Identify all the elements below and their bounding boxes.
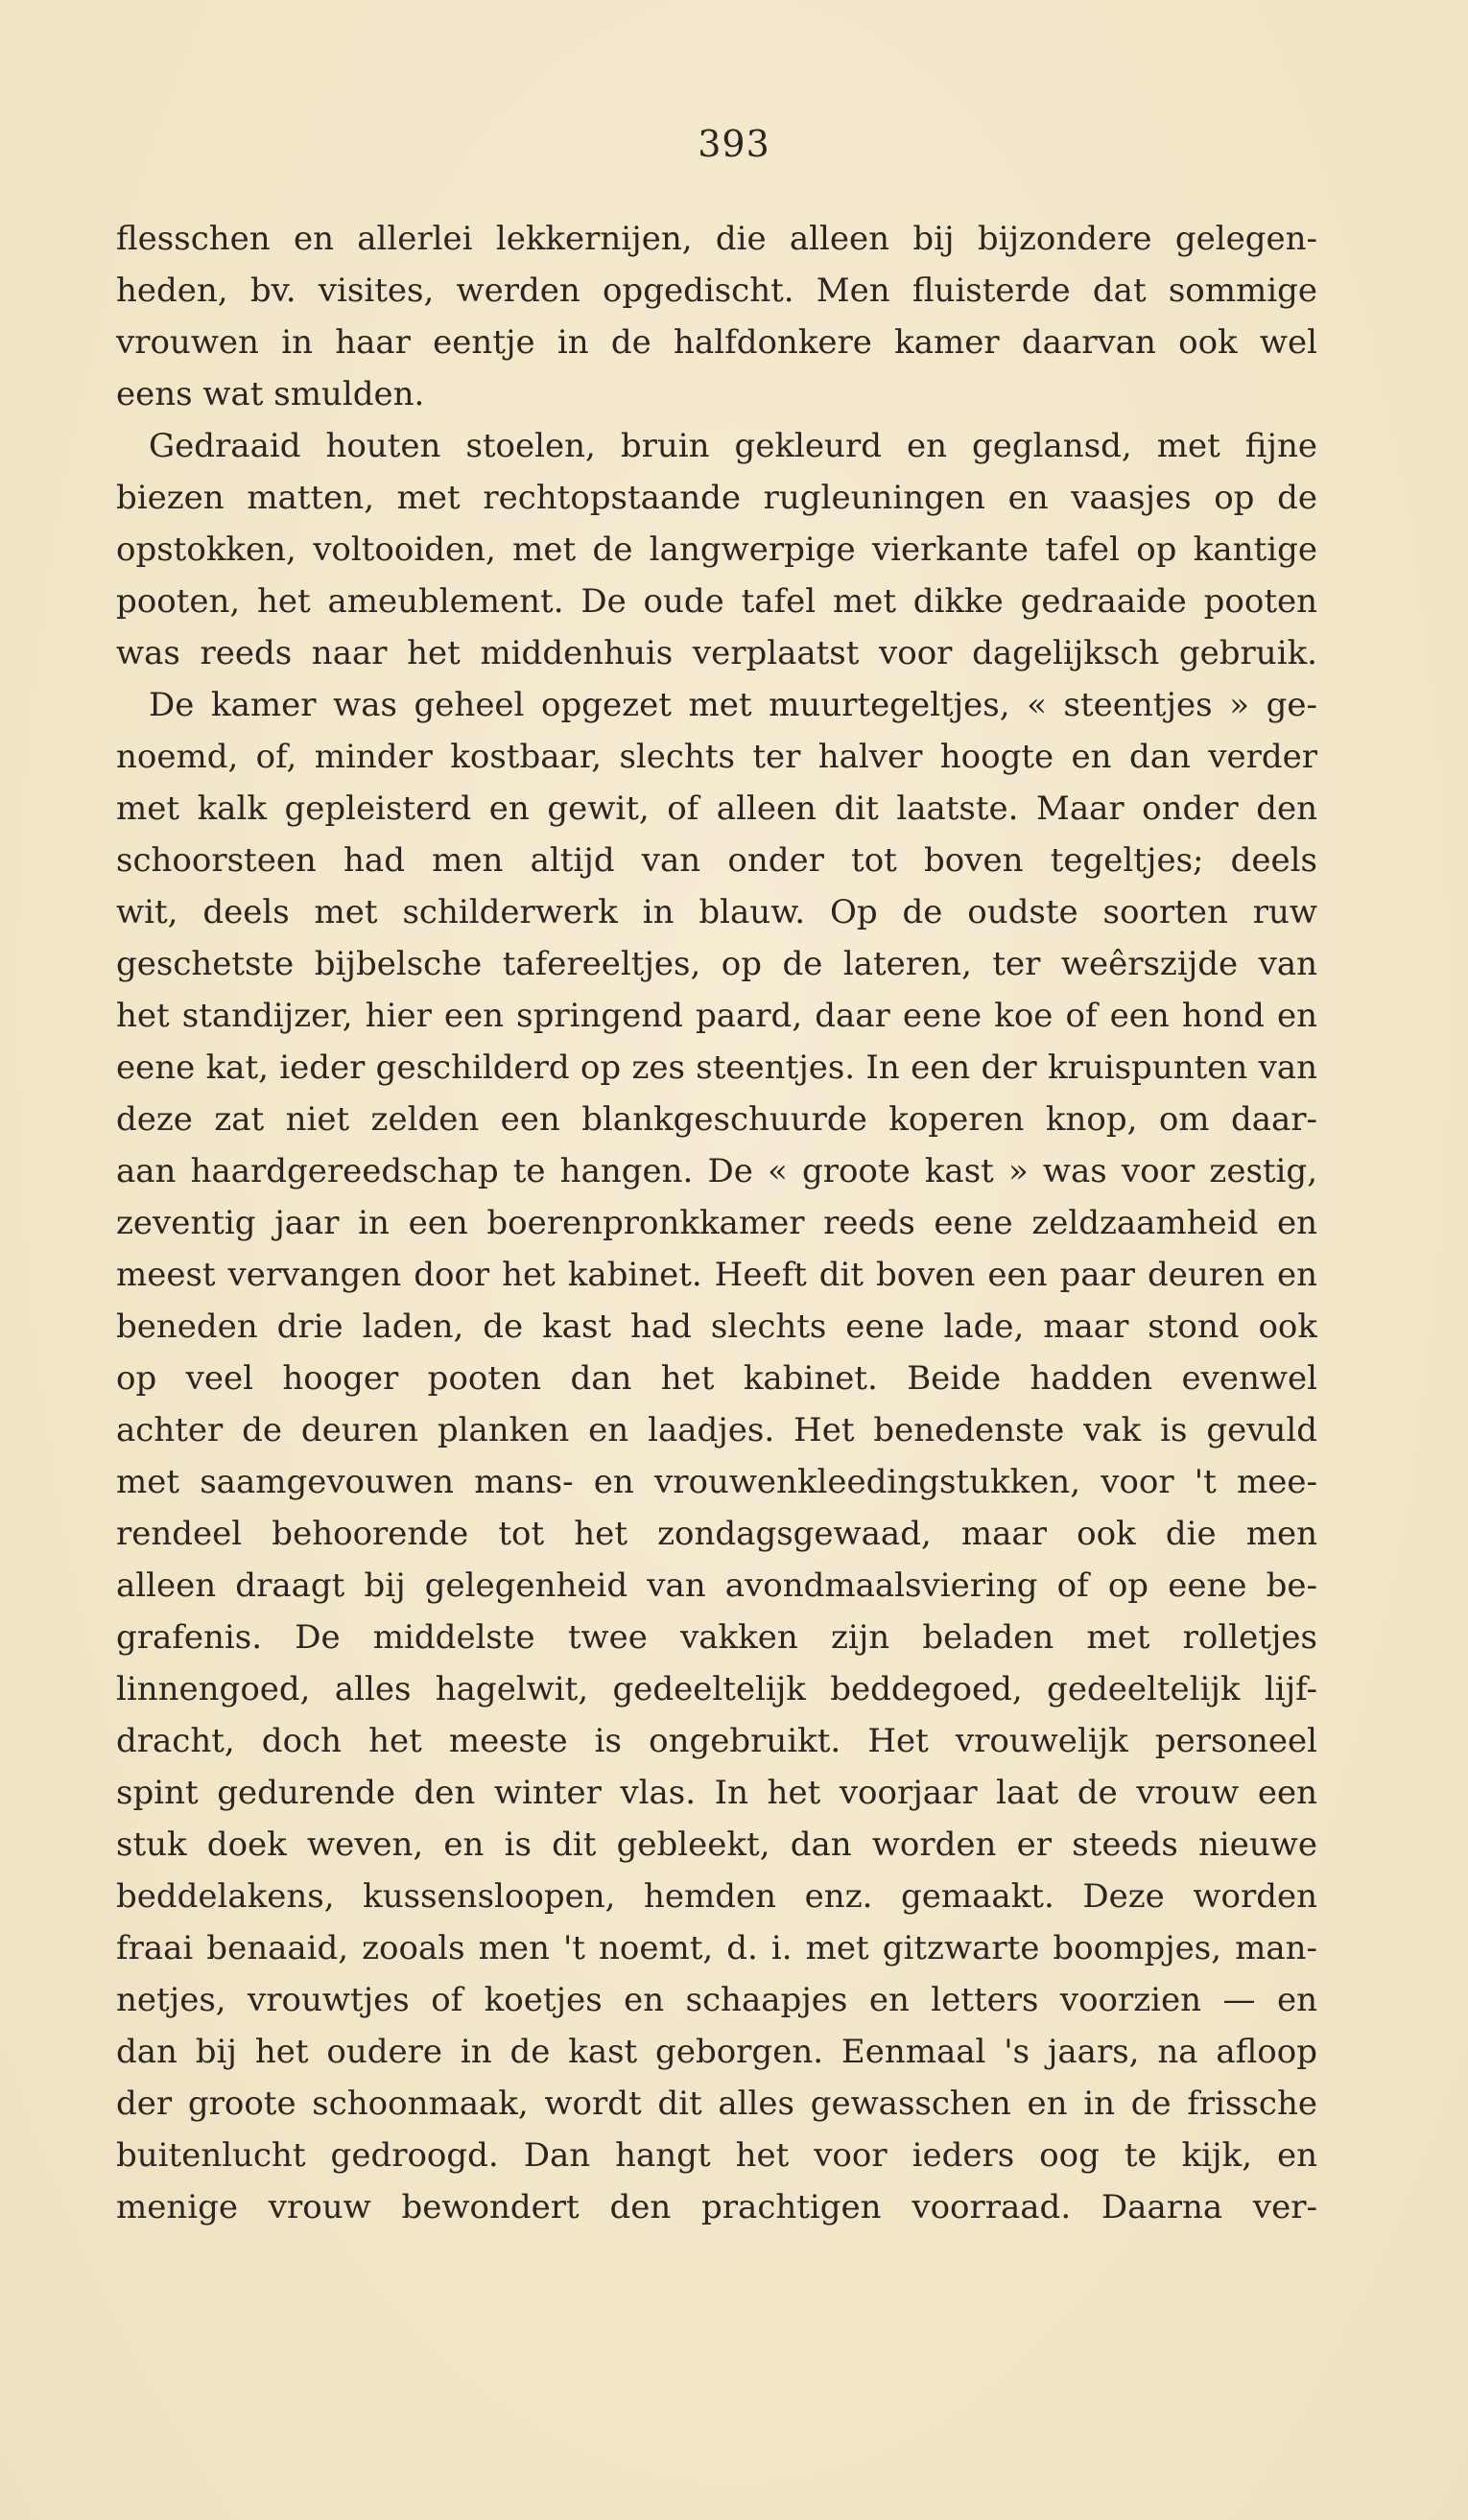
text-line: opstokken, voltooiden, met de langwerpige vierkante tafel op kantige [116,530,1317,569]
text-line: alleen draagt bij gelegenheid van avondmaalsviering of op eene be- [116,1566,1317,1605]
text-line: biezen matten, met rechtopstaande rugleuningen en vaasjes op de [116,479,1317,517]
text-line: spint gedurende den winter vlas. In het voorjaar laat de vrouw een [116,1774,1317,1812]
text-line: menige vrouw bewondert den prachtigen voorraad. Daarna ver- [116,2188,1317,2226]
text-line: buitenlucht gedroogd. Dan hangt het voor ieders oog te kijk, en [116,2136,1317,2175]
body-text [116,213,1317,2233]
text-line: pooten, het ameublement. De oude tafel met dikke gedraaide pooten [116,582,1317,621]
text-line: netjes, vrouwtjes of koetjes en schaapjes en letters voorzien — en [116,1981,1317,2019]
text-line: eens wat smulden. [116,375,425,413]
text-line: achter de deuren planken en laadjes. Het benedenste vak is gevuld [116,1411,1317,1449]
text-line: schoorsteen had men altijd van onder tot boven tegeltjes; deels [116,841,1317,880]
text-line: beddelakens, kussensloopen, hemden enz. gemaakt. Deze worden [116,1877,1317,1916]
text-line: het standijzer, hier een springend paard, daar eene koe of een hond en [116,997,1317,1035]
text-line: dracht, doch het meeste is ongebruikt. Het vrouwelijk personeel [116,1722,1317,1760]
text-line: beneden drie laden, de kast had slechts eene lade, maar stond ook [116,1307,1317,1346]
text-line: Gedraaid houten stoelen, bruin gekleurd en geglansd, met fijne [149,427,1317,465]
text-line: rendeel behoorende tot het zondagsgewaad, maar ook die men [116,1515,1317,1553]
text-line: wit, deels met schilderwerk in blauw. Op de oudste soorten ruw [116,893,1317,931]
text-line: met kalk gepleisterd en gewit, of alleen dit laatste. Maar onder den [116,789,1317,828]
text-line: noemd, of, minder kostbaar, slechts ter halver hoogte en dan verder [116,738,1317,776]
text-line: De kamer was geheel opgezet met muurtegeltjes, « steentjes » ge- [149,686,1317,724]
text-line: met saamgevouwen mans- en vrouwenkleedingstukken, voor 't mee- [116,1463,1317,1501]
text-line: was reeds naar het middenhuis verplaatst voor dagelijksch gebruik. [116,634,1317,672]
text-line: aan haardgereedschap te hangen. De « groote kast » was voor zestig, [116,1152,1317,1190]
text-line: deze zat niet zelden een blankgeschuurde koperen knop, om daar- [116,1100,1317,1139]
text-line: fraai benaaid, zooals men 't noemt, d. i. met gitzwarte boompjes, man- [116,1929,1317,1967]
page-number: 393 [698,123,770,165]
text-line: meest vervangen door het kabinet. Heeft dit boven een paar deuren en [116,1256,1317,1294]
text-line: eene kat, ieder geschilderd op zes steentjes. In een der kruispunten van [116,1048,1317,1087]
text-line: der groote schoonmaak, wordt dit alles gewasschen en in de frissche [116,2084,1317,2123]
text-line: grafenis. De middelste twee vakken zijn beladen met rolletjes [116,1618,1317,1657]
text-line: dan bij het oudere in de kast geborgen. Eenmaal 's jaars, na afloop [116,2033,1317,2071]
text-line: heden, bv. visites, werden opgedischt. Men fluisterde dat sommige [116,271,1317,310]
text-line: geschetste bijbelsche tafereeltjes, op de lateren, ter weêrszijde van [116,945,1317,983]
text-line: flesschen en allerlei lekkernijen, die alleen bij bijzondere gelegen- [116,220,1317,258]
text-line: op veel hooger pooten dan het kabinet. Beide hadden evenwel [116,1359,1317,1398]
text-line: stuk doek weven, en is dit gebleekt, dan worden er steeds nieuwe [116,1825,1317,1864]
text-line: vrouwen in haar eentje in de halfdonkere kamer daarvan ook wel [116,323,1317,362]
text-line: zeventig jaar in een boerenpronkkamer reeds eene zeldzaamheid en [116,1204,1317,1242]
text-line: linnengoed, alles hagelwit, gedeeltelijk beddegoed, gedeeltelijk lijf- [116,1670,1317,1708]
